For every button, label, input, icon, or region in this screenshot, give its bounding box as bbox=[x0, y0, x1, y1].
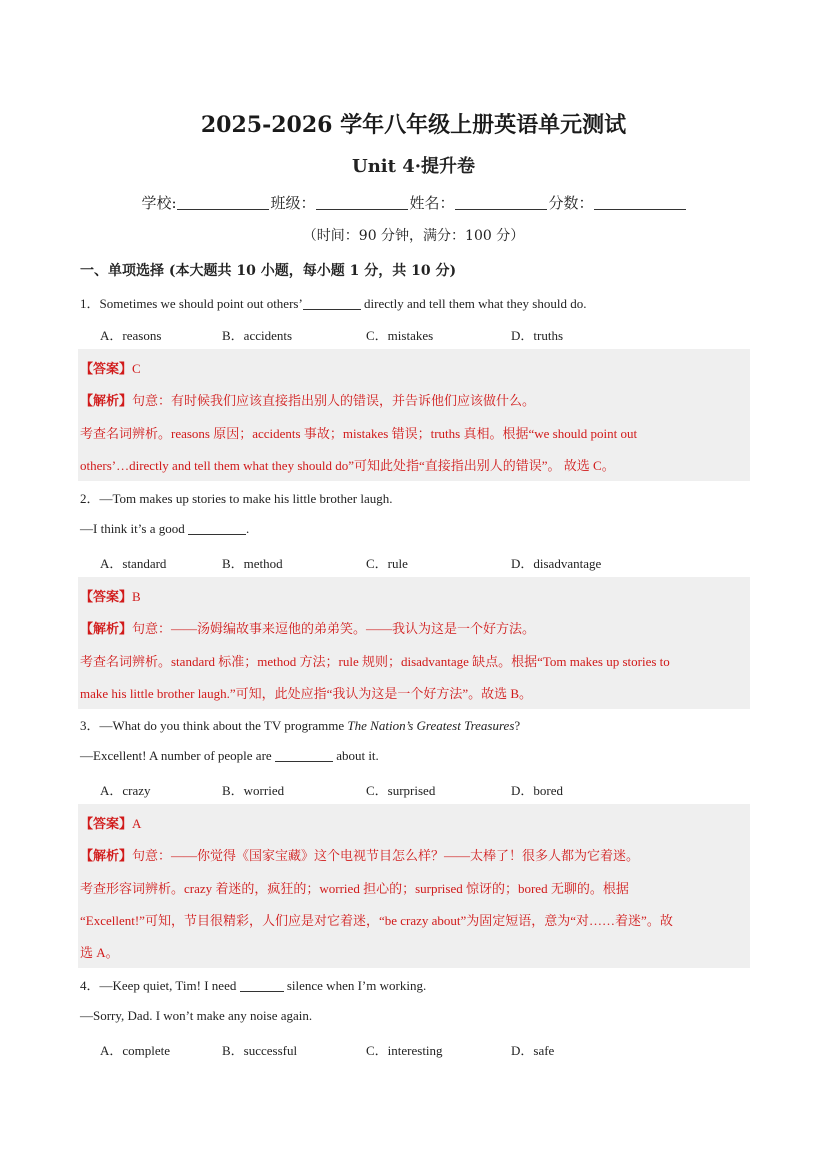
option-c[interactable]: C．surprised bbox=[366, 783, 436, 798]
school-blank[interactable] bbox=[177, 195, 269, 210]
option-a[interactable]: A．crazy bbox=[100, 783, 151, 798]
option-b[interactable]: B．accidents bbox=[222, 328, 293, 343]
question-4-reply: —Sorry, Dad. I won’t make any noise again. bbox=[80, 1008, 313, 1023]
option-d[interactable]: D．safe bbox=[511, 1043, 555, 1058]
question-text: silence when I’m working. bbox=[283, 978, 427, 993]
answer-label: 【答案】 bbox=[80, 589, 133, 604]
option-b[interactable]: B．successful bbox=[222, 1043, 298, 1058]
question-text: directly and tell them what they should do. bbox=[360, 296, 587, 311]
analysis-text: 句意：——你觉得《国家宝藏》这个电视节目怎么样？——太棒了！很多人都为它着迷。 bbox=[132, 848, 640, 863]
analysis-line bbox=[80, 618, 535, 637]
question-1 bbox=[80, 293, 586, 312]
option-c[interactable]: C．mistakes bbox=[366, 328, 434, 343]
analysis-text: 考查形容词辨析。crazy 着迷的，疯狂的；worried 担心的；surprised 惊讶的；bored 无聊的。根据 bbox=[80, 881, 629, 896]
answer-block-3 bbox=[78, 804, 750, 968]
analysis-text: 句意：有时候我们应该直接指出别人的错误，并告诉他们应该做什么。 bbox=[132, 393, 536, 408]
score-blank[interactable] bbox=[594, 195, 686, 210]
option-a[interactable]: A．standard bbox=[100, 556, 167, 571]
question-2: 2．—Tom makes up stories to make his little brother laugh. bbox=[80, 491, 393, 506]
name-label: 姓名： bbox=[409, 194, 455, 212]
analysis-line bbox=[80, 390, 535, 409]
school-label: 学校: bbox=[141, 194, 177, 212]
analysis-label: 【解析】 bbox=[80, 621, 133, 636]
programme-title: The Nation’s Greatest Treasures bbox=[347, 718, 515, 733]
answer-value: C bbox=[132, 361, 141, 376]
class-blank[interactable] bbox=[316, 195, 408, 210]
answer-block-1 bbox=[78, 349, 750, 481]
name-blank[interactable] bbox=[455, 195, 547, 210]
analysis-text: 考查名词辨析。reasons 原因；accidents 事故；mistakes 错误；truths 真相。根据“we should point out bbox=[80, 426, 638, 441]
answer-value: A bbox=[132, 816, 142, 831]
answer-blank bbox=[275, 749, 333, 762]
option-c[interactable]: C．rule bbox=[366, 556, 408, 571]
analysis-text: others’…directly and tell them what they should do”可知此处指“直接指出别人的错误”。 故选 C。 bbox=[80, 458, 615, 473]
question-text: —Excellent! A number of people are bbox=[80, 748, 272, 763]
answer-line bbox=[80, 586, 141, 605]
analysis-text: 考查名词辨析。standard 标准；method 方法；rule 规则；disadvantage 缺点。根据“Tom makes up stories to bbox=[80, 654, 670, 669]
document-title: 2025-2026 学年八年级上册英语单元测试 bbox=[200, 112, 627, 138]
answer-line bbox=[80, 813, 141, 832]
option-d[interactable]: D．bored bbox=[511, 783, 563, 798]
question-text: about it. bbox=[332, 748, 379, 763]
time-note: （时间：90 分钟，满分：100 分） bbox=[302, 228, 525, 244]
document-subtitle: Unit 4·提升卷 bbox=[352, 156, 475, 177]
answer-value: B bbox=[132, 589, 141, 604]
section-title: 一、单项选择 (本大题共 10 小题，每小题 1 分，共 10 分) bbox=[80, 263, 457, 279]
analysis-label: 【解析】 bbox=[80, 848, 133, 863]
answer-blank bbox=[240, 979, 284, 992]
question-4 bbox=[80, 975, 426, 994]
question-text: —I think it’s a good bbox=[80, 521, 185, 536]
question-3-reply bbox=[80, 748, 379, 764]
analysis-text: 句意：——汤姆编故事来逗他的弟弟笑。——我认为这是一个好方法。 bbox=[132, 621, 536, 636]
analysis-text: “Excellent!”可知，节目很精彩，人们应是对它着迷，“be crazy about”为固定短语，意为“对……着迷”。故 bbox=[80, 913, 673, 928]
question-text: 4．—Keep quiet, Tim! I need bbox=[80, 978, 237, 993]
answer-block-2 bbox=[78, 577, 750, 709]
option-d[interactable]: D．truths bbox=[511, 328, 564, 343]
analysis-text: make his little brother laugh.”可知，此处应指“我认为这是一个好方法”。故选 B。 bbox=[80, 686, 533, 701]
answer-blank bbox=[188, 522, 246, 535]
answer-label: 【答案】 bbox=[80, 816, 133, 831]
student-info-line bbox=[0, 192, 827, 213]
option-c[interactable]: C．interesting bbox=[366, 1043, 443, 1058]
option-a[interactable]: A．reasons bbox=[100, 328, 162, 343]
question-text: ? bbox=[514, 718, 521, 733]
question-text: . bbox=[245, 521, 250, 536]
answer-label: 【答案】 bbox=[80, 361, 133, 376]
question-3 bbox=[80, 715, 520, 734]
question-text: 1．Sometimes we should point out others’ bbox=[80, 296, 303, 311]
question-2-reply bbox=[80, 521, 249, 537]
answer-line bbox=[80, 358, 141, 377]
analysis-text: 选 A。 bbox=[80, 945, 119, 960]
option-d[interactable]: D．disadvantage bbox=[511, 556, 602, 571]
analysis-label: 【解析】 bbox=[80, 393, 133, 408]
analysis-line bbox=[80, 845, 639, 864]
option-b[interactable]: B．worried bbox=[222, 783, 285, 798]
score-label: 分数： bbox=[548, 194, 594, 212]
option-a[interactable]: A．complete bbox=[100, 1043, 171, 1058]
class-label: 班级： bbox=[270, 194, 316, 212]
question-text: 3．—What do you think about the TV programme bbox=[80, 718, 348, 733]
option-b[interactable]: B．method bbox=[222, 556, 283, 571]
answer-blank bbox=[303, 297, 361, 310]
